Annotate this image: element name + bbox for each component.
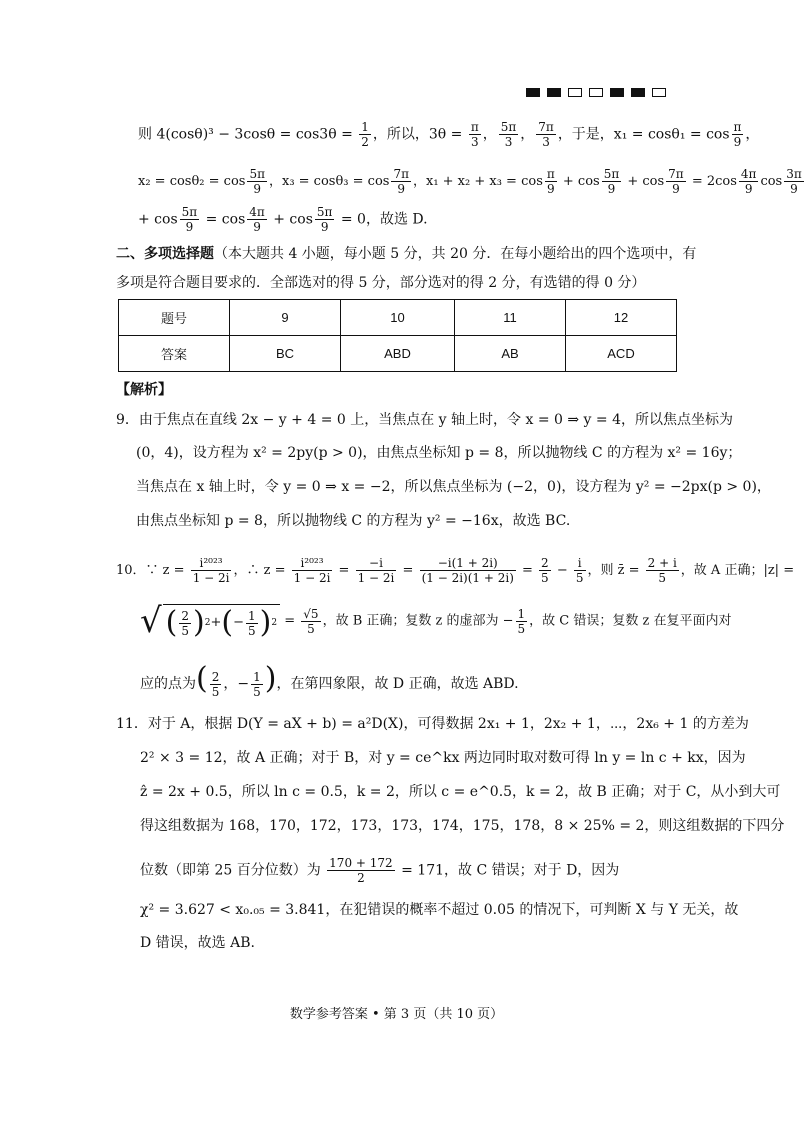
table-row [119,336,677,372]
fraction: $\frac{\pi}{9}$ [733,120,742,149]
fraction: $\frac{7\pi}{3}$ [538,120,554,149]
q10-line-2: √ ( $\frac{2}{5}$ ) 2 + ( − $\frac{1}{5}$ ) 2 = $\frac{√5}{5}$ ，故 B 正确；复数 z 的虚部为 − $\frac{1}{5}$ ，故 C 错误；复数 z 在复平面内对 [140,601,732,641]
q11-line-7: D 错误，故选 AB. [140,935,255,951]
fraction: $\frac{5\pi}{3}$ [500,120,517,149]
section-2-desc-2: 多项是符合题目要求的．全部选对的得 5 分，部分选对的得 2 分，有选错的得 0 分） [116,275,646,291]
header-mark [547,88,561,97]
table-cell: ACD [566,336,677,372]
table-cell: 答案 [119,336,230,372]
header-mark [610,88,624,97]
sqrt-expression: √ ( $\frac{2}{5}$ ) 2 + ( − $\frac{1}{5}$ ) 2 [140,604,280,638]
header-marks [526,88,666,97]
fraction: $\frac{\pi}{3}$ [470,120,479,149]
text: ，于是，x₁ = cosθ₁ = cos [557,126,730,143]
section-desc: （本大题共 4 小题，每小题 5 分，共 20 分．在每小题给出的四个选项中，有 [214,246,697,262]
table-cell: BC [230,336,341,372]
header-mark [631,88,645,97]
q11-line-6: χ² = 3.627 < x₀.₀₅ = 3.841，在犯错误的概率不超过 0.05 的情况下，可判断 X 与 Y 无关，故 [140,902,739,918]
text: 则 4(cosθ)³ − 3cosθ = cos3θ = [138,126,358,143]
header-mark [568,88,582,97]
table-cell: AB [455,336,566,372]
table-row [119,300,677,336]
text: ，所以，3θ = [372,126,467,143]
table-cell: 9 [230,300,341,336]
table-cell: 11 [455,300,566,336]
table-cell: 10 [341,300,455,336]
q9-line-2: (0，4)，设方程为 x² = 2py(p > 0)，由焦点坐标知 p = 8，所以抛物线 C 的方程为 x² = 16y； [136,445,742,461]
q10-line-3: 应的点为( $\frac{2}{5}$ ，− $\frac{1}{5}$ )，在第四象限，故 D 正确，故选 ABD. [140,661,519,699]
section-2-heading [116,244,696,264]
q9-line-1: 9．由于焦点在直线 2x − y + 4 = 0 上，当焦点在 y 轴上时，令 x = 0 ⇒ y = 4，所以焦点坐标为 [116,412,733,428]
prev-line-3: + cos $\frac{5\pi}{9}$ = cos $\frac{4\pi}{9}$ + cos $\frac{5\pi}{9}$ = 0，故选 D. [138,205,428,234]
q11-line-4: 得这组数据为 168，170，172，173，173，174，175，178，8 × 25% = 2，则这组数据的下四分 [140,818,785,834]
q9-line-3: 当焦点在 x 轴上时，令 y = 0 ⇒ x = −2，所以焦点坐标为 (−2，0)，设方程为 y² = −2px(p > 0)， [136,479,771,495]
header-mark [652,88,666,97]
table-cell: 12 [566,300,677,336]
header-mark [589,88,603,97]
q11-line-5: 位数（即第 25 百分位数）为 $\frac{170 + 172}{2}$ = 171，故 C 错误；对于 D，因为 [140,856,620,885]
prev-line-1: 则 4(cosθ)³ − 3cosθ = cos3θ = $\frac{1}{2}$ ，所以，3θ = $\frac{\pi}{3}$ ， $\frac{5\pi}{3}$ ， $\frac{7\pi}{3}$ ，于是，x₁ = cosθ₁ = cos $\frac{\pi}{9}$ ， [138,120,760,149]
table-cell: 题号 [119,300,230,336]
q10-line-1: 10．∵ z = $\frac{\text{i²⁰²³}}{1 - 2i}$ ，∴ z = $\frac{\text{i²⁰²³}}{1 - 2i}$ = $\frac{-i}{1 - 2i}$ = $\frac{-i(1 + 2i)}{(1 - 2i)(1 + 2i)}$ = $\frac{2}{5}$ − $\frac{i}{5}$ ，则 z̄ = $\frac{2 + i}{5}$ ，故 A 正确；|z| = [116,556,795,585]
table-cell: ABD [341,336,455,372]
q11-line-2: 2² × 3 = 12，故 A 正确；对于 B，对 y = ce^kx 两边同时取对数可得 ln y = ln c + kx，因为 [140,750,746,766]
analysis-label: 【解析】 [116,382,172,398]
answer-table [118,299,677,372]
q11-line-1: 11．对于 A，根据 D(Y = aX + b) = a²D(X)，可得数据 2x₁ + 1，2x₂ + 1，⋯，2x₆ + 1 的方差为 [116,716,749,732]
section-title: 二、多项选择题 [116,246,214,262]
header-mark [526,88,540,97]
q11-line-3: ẑ = 2x + 0.5，所以 ln c = 0.5，k = 2，所以 c = e^0.5，k = 2，故 B 正确；对于 C，从小到大可 [140,784,781,800]
page-footer: 数学参考答案 • 第 3 页（共 10 页） [289,1007,504,1022]
q9-line-4: 由焦点坐标知 p = 8，所以抛物线 C 的方程为 y² = −16x，故选 BC. [136,513,571,529]
fraction: $\frac{1}{2}$ [361,120,369,149]
prev-line-2: x₂ = cosθ₂ = cos $\frac{5\pi}{9}$ ，x₃ = cosθ₃ = cos $\frac{7\pi}{9}$ ，x₁ + x₂ + x₃ = cos $\frac{\pi}{9}$ + cos $\frac{5\pi}{9}$ + cos $\frac{7\pi}{9}$ = 2cos $\frac{4\pi}{9}$ cos $\frac{3\pi}{9}$ [138,167,802,196]
